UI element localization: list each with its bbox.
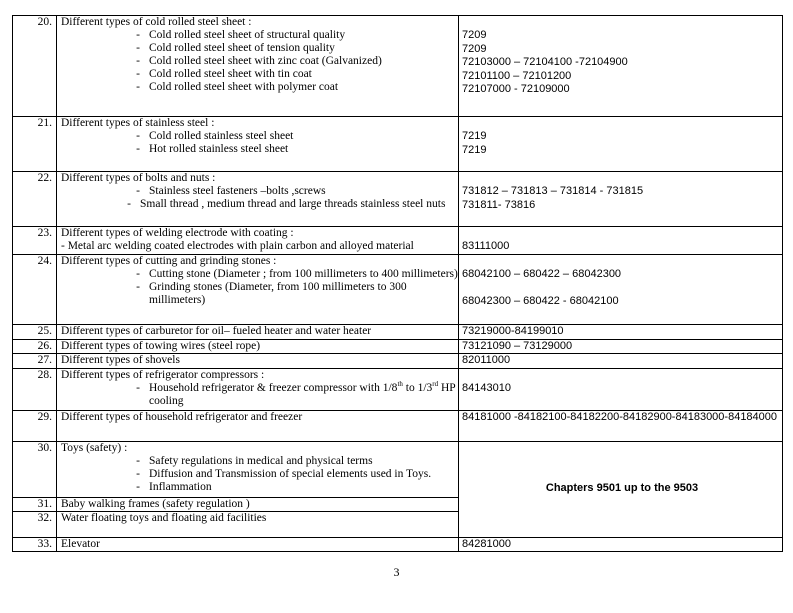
list-item: - Stainless steel fasteners –bolts ,screws: [136, 185, 326, 197]
row-code: 82011000: [459, 354, 783, 369]
row-code-merged: Chapters 9501 up to the 9503: [459, 441, 783, 537]
list-item: - Inflammation: [136, 480, 212, 493]
row-description: [57, 441, 459, 497]
table-row: [13, 16, 783, 117]
table-row: [13, 441, 783, 497]
row-code: 7219 7219: [459, 117, 783, 172]
row-description: Different types of household refrigerator and freezer: [57, 410, 459, 441]
table-row: [13, 117, 783, 172]
row-number: 20.: [13, 16, 57, 117]
row-description: [57, 117, 459, 172]
row-description: Baby walking frames (safety regulation ): [57, 497, 459, 511]
row-number: 26.: [13, 339, 57, 354]
row-description: Different types of shovels: [57, 354, 459, 369]
row-number: 24.: [13, 255, 57, 325]
tariff-table: [12, 15, 783, 552]
row-code: 84281000: [459, 537, 783, 552]
list-item: - Diffusion and Transmission of special elements used in Toys.: [136, 467, 432, 480]
row-code: 83111000: [459, 227, 783, 255]
row-code: 73219000-84199010: [459, 325, 783, 340]
row-title: Different types of bolts and nuts :: [61, 172, 216, 184]
row-code: 84143010: [459, 368, 783, 410]
table-row: [13, 255, 783, 325]
list-item: - Cold rolled steel sheet with tin coat: [136, 68, 312, 80]
row-description: [57, 368, 459, 410]
row-number: 32.: [13, 511, 57, 537]
row-code: 84181000 -84182100-84182200-84182900-84183000-84184000: [459, 410, 783, 441]
row-number: 30.: [13, 441, 57, 497]
list-item: - Cutting stone (Diameter ; from 100 millimeters to 400 millimeters): [136, 268, 458, 280]
row-description: Different types of carburetor for oil– fueled heater and water heater: [57, 325, 459, 340]
page-number: 3: [393, 565, 400, 579]
table-row: [13, 325, 783, 340]
row-title: Toys (safety) :: [61, 441, 128, 454]
row-description: [57, 255, 459, 325]
row-code: 73121090 – 73129000: [459, 339, 783, 354]
row-subtitle: - Metal arc welding coated electrodes with plain carbon and alloyed material: [61, 240, 414, 252]
row-code: 68042100 – 680422 – 68042300 68042300 – 680422 - 68042100: [459, 255, 783, 325]
document-page: [12, 15, 783, 552]
row-number: 25.: [13, 325, 57, 340]
list-item: - Household refrigerator & freezer compressor with 1/8th to 1/3rd HP cooling: [136, 379, 456, 407]
row-code: 7209 7209 72103000 – 72104100 -72104900 72101100 – 72101200 72107000 - 72109000: [459, 16, 783, 117]
row-description: [57, 16, 459, 117]
list-item: - Grinding stones (Diameter, from 100 millimeters to 300 millimeters): [136, 281, 407, 306]
list-item: - Cold rolled steel sheet with polymer coat: [136, 81, 339, 93]
row-number: 28.: [13, 368, 57, 410]
row-title: Different types of cutting and grinding stones :: [61, 255, 277, 267]
row-description: [57, 172, 459, 227]
table-row: [13, 172, 783, 227]
row-description: Elevator: [57, 537, 459, 552]
row-description: [57, 227, 459, 255]
table-row: [13, 410, 783, 441]
row-title: Different types of cold rolled steel sheet :: [61, 16, 252, 28]
row-title: Different types of refrigerator compressors :: [61, 368, 265, 381]
row-description: Water floating toys and floating aid facilities: [57, 511, 459, 537]
list-item: - Cold rolled stainless steel sheet: [136, 130, 294, 142]
row-number: 31.: [13, 497, 57, 511]
row-number: 33.: [13, 537, 57, 552]
list-item: - Small thread , medium thread and large threads stainless steel nuts: [127, 198, 446, 210]
row-number: 27.: [13, 354, 57, 369]
row-title: Different types of stainless steel :: [61, 117, 215, 129]
list-item: - Cold rolled steel sheet of tension quality: [136, 42, 335, 54]
row-number: 23.: [13, 227, 57, 255]
row-number: 29.: [13, 410, 57, 441]
list-item: - Safety regulations in medical and physical terms: [136, 454, 373, 467]
table-row: [13, 537, 783, 552]
row-description: Different types of towing wires (steel rope): [57, 339, 459, 354]
table-row: [13, 354, 783, 369]
table-row: [13, 227, 783, 255]
table-row: [13, 339, 783, 354]
row-code: 731812 – 731813 – 731814 - 731815 731811- 73816: [459, 172, 783, 227]
row-number: 21.: [13, 117, 57, 172]
list-item: - Cold rolled steel sheet of structural quality: [136, 29, 346, 41]
list-item: - Hot rolled stainless steel sheet: [136, 143, 289, 155]
row-title: Different types of welding electrode with coating :: [61, 227, 294, 239]
list-item: - Cold rolled steel sheet with zinc coat (Galvanized): [136, 55, 382, 67]
table-row: [13, 368, 783, 410]
row-number: 22.: [13, 172, 57, 227]
